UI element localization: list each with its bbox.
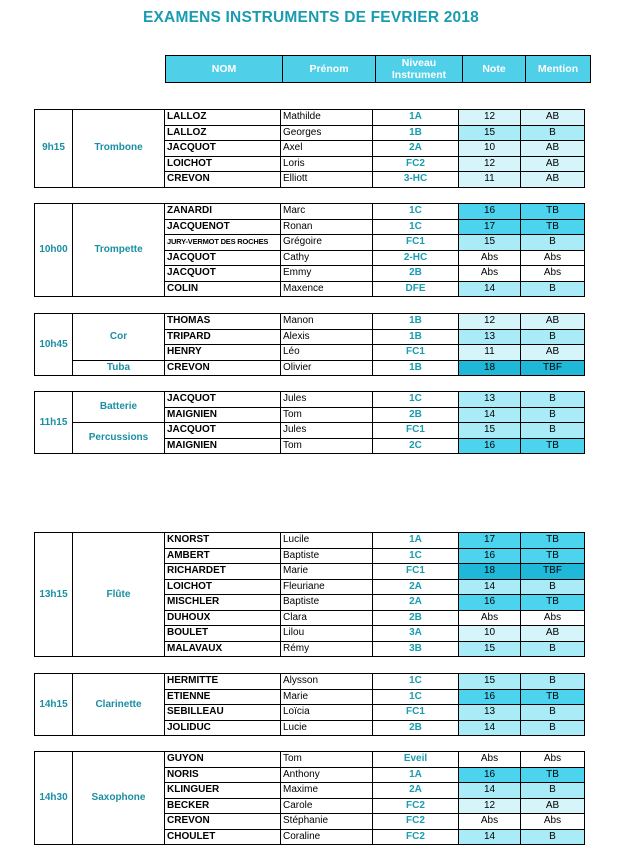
exam-grade: 12: [459, 156, 521, 172]
student-first-name: Clara: [281, 610, 373, 626]
exam-grade: 15: [459, 674, 521, 690]
instrument-level: FC1: [373, 564, 459, 580]
exam-mention: AB: [521, 110, 585, 126]
table-row: [35, 110, 585, 126]
exam-mention: TB: [521, 219, 585, 235]
student-last-name: BECKER: [165, 798, 281, 814]
exam-grade: 15: [459, 423, 521, 439]
exam-mention: B: [521, 783, 585, 799]
exam-grade: 15: [459, 125, 521, 141]
exam-mention: B: [521, 705, 585, 721]
student-first-name: Axel: [281, 141, 373, 157]
table-row: [35, 360, 585, 376]
student-last-name: JACQUOT: [165, 266, 281, 282]
instrument-level: 1B: [373, 329, 459, 345]
exam-mention: AB: [521, 345, 585, 361]
student-first-name: Maxime: [281, 783, 373, 799]
exam-grade: 11: [459, 345, 521, 361]
exam-grade: 16: [459, 595, 521, 611]
student-last-name: NORIS: [165, 767, 281, 783]
instrument-level: 1B: [373, 360, 459, 376]
student-first-name: Marie: [281, 689, 373, 705]
student-first-name: Tom: [281, 407, 373, 423]
instrument-level: 1C: [373, 204, 459, 220]
student-last-name: ZANARDI: [165, 204, 281, 220]
student-last-name: JACQUENOT: [165, 219, 281, 235]
instrument-level: 3-HC: [373, 172, 459, 188]
instrument-level: 2B: [373, 720, 459, 736]
student-last-name: KLINGUER: [165, 783, 281, 799]
time-slot-label: 9h15: [35, 110, 73, 188]
exam-mention: AB: [521, 141, 585, 157]
instrument-label: Trombone: [73, 110, 165, 188]
student-last-name: TRIPARD: [165, 329, 281, 345]
student-last-name: CREVON: [165, 172, 281, 188]
time-slot-block: [34, 391, 585, 454]
time-slot-label: 13h15: [35, 533, 73, 657]
exam-mention: B: [521, 423, 585, 439]
exam-mention: TBF: [521, 360, 585, 376]
student-first-name: Loïcia: [281, 705, 373, 721]
instrument-level: 1A: [373, 767, 459, 783]
exam-mention: TB: [521, 438, 585, 454]
exam-grade: 16: [459, 438, 521, 454]
student-last-name: HENRY: [165, 345, 281, 361]
student-first-name: Baptiste: [281, 595, 373, 611]
student-last-name: KNORST: [165, 533, 281, 549]
exam-grade: 14: [459, 783, 521, 799]
student-last-name: LOICHOT: [165, 156, 281, 172]
student-first-name: Emmy: [281, 266, 373, 282]
exam-grade: 13: [459, 705, 521, 721]
instrument-label: Flûte: [73, 533, 165, 657]
exam-grade: 14: [459, 720, 521, 736]
instrument-level: 1C: [373, 674, 459, 690]
student-last-name: BOULET: [165, 626, 281, 642]
exam-mention: Abs: [521, 814, 585, 830]
exam-mention: TB: [521, 548, 585, 564]
exam-mention: TBF: [521, 564, 585, 580]
student-first-name: Coraline: [281, 829, 373, 845]
student-first-name: Loris: [281, 156, 373, 172]
student-first-name: Marie: [281, 564, 373, 580]
instrument-level: 2C: [373, 438, 459, 454]
instrument-label: Trompette: [73, 204, 165, 297]
time-slot-block: [34, 313, 585, 376]
instrument-level: 1B: [373, 125, 459, 141]
exam-grade: 15: [459, 235, 521, 251]
instrument-level: FC1: [373, 345, 459, 361]
exam-mention: B: [521, 407, 585, 423]
student-last-name: SEBILLEAU: [165, 705, 281, 721]
student-last-name: CREVON: [165, 360, 281, 376]
exam-mention: AB: [521, 172, 585, 188]
instrument-level: 2B: [373, 407, 459, 423]
exam-grade: 18: [459, 360, 521, 376]
student-first-name: Marc: [281, 204, 373, 220]
exam-grade: 16: [459, 767, 521, 783]
exam-grade: 10: [459, 141, 521, 157]
exam-grade: 16: [459, 548, 521, 564]
instrument-level: FC1: [373, 705, 459, 721]
time-slot-block: [34, 751, 585, 845]
student-last-name: LALLOZ: [165, 110, 281, 126]
exam-mention: B: [521, 829, 585, 845]
student-last-name: COLIN: [165, 281, 281, 297]
student-last-name: DUHOUX: [165, 610, 281, 626]
student-first-name: Anthony: [281, 767, 373, 783]
instrument-level: 2A: [373, 579, 459, 595]
student-last-name: JACQUOT: [165, 141, 281, 157]
student-first-name: Ronan: [281, 219, 373, 235]
exam-mention: B: [521, 235, 585, 251]
exam-mention: AB: [521, 626, 585, 642]
instrument-label: Percussions: [73, 423, 165, 454]
time-slot-label: 14h15: [35, 674, 73, 736]
instrument-level: 1B: [373, 314, 459, 330]
exam-grade: 14: [459, 281, 521, 297]
table-row: [35, 752, 585, 768]
student-last-name: LALLOZ: [165, 125, 281, 141]
student-first-name: Tom: [281, 752, 373, 768]
student-first-name: Lilou: [281, 626, 373, 642]
instrument-level: 1C: [373, 392, 459, 408]
instrument-label: Tuba: [73, 360, 165, 376]
exam-grade: Abs: [459, 250, 521, 266]
col-header-nom: NOM: [166, 56, 283, 83]
instrument-level: 3B: [373, 641, 459, 657]
exam-grade: Abs: [459, 266, 521, 282]
exam-grade: 18: [459, 564, 521, 580]
instrument-level: 3A: [373, 626, 459, 642]
student-last-name: MISCHLER: [165, 595, 281, 611]
student-last-name: JURY-VERMOT DES ROCHES: [165, 235, 281, 251]
exam-grade: 12: [459, 110, 521, 126]
col-header-niveau: Niveau Instrument: [376, 56, 463, 83]
instrument-level: 1C: [373, 219, 459, 235]
exam-mention: B: [521, 329, 585, 345]
instrument-level: FC2: [373, 156, 459, 172]
instrument-level: 1A: [373, 110, 459, 126]
exam-mention: TB: [521, 689, 585, 705]
student-last-name: HERMITTE: [165, 674, 281, 690]
exam-grade: Abs: [459, 610, 521, 626]
instrument-label: Cor: [73, 314, 165, 361]
student-first-name: Tom: [281, 438, 373, 454]
student-first-name: Manon: [281, 314, 373, 330]
time-slot-block: [34, 203, 585, 297]
student-last-name: MALAVAUX: [165, 641, 281, 657]
exam-grade: 10: [459, 626, 521, 642]
student-first-name: Georges: [281, 125, 373, 141]
time-slot-block: [34, 673, 585, 736]
student-last-name: MAIGNIEN: [165, 407, 281, 423]
exam-mention: Abs: [521, 266, 585, 282]
time-slot-label: 14h30: [35, 752, 73, 845]
exam-grade: 11: [459, 172, 521, 188]
student-last-name: JACQUOT: [165, 250, 281, 266]
exam-mention: TB: [521, 204, 585, 220]
instrument-level: FC2: [373, 798, 459, 814]
student-last-name: ETIENNE: [165, 689, 281, 705]
exam-grade: 13: [459, 329, 521, 345]
student-first-name: Baptiste: [281, 548, 373, 564]
student-last-name: GUYON: [165, 752, 281, 768]
exam-grade: 13: [459, 392, 521, 408]
instrument-level: 1C: [373, 689, 459, 705]
time-slot-block: [34, 109, 585, 188]
exam-mention: B: [521, 281, 585, 297]
student-last-name: JACQUOT: [165, 423, 281, 439]
instrument-level: Eveil: [373, 752, 459, 768]
exam-grade: 16: [459, 204, 521, 220]
student-first-name: Jules: [281, 392, 373, 408]
student-first-name: Jules: [281, 423, 373, 439]
exam-mention: B: [521, 641, 585, 657]
table-row: [35, 392, 585, 408]
student-first-name: Fleuriane: [281, 579, 373, 595]
exam-grade: 14: [459, 829, 521, 845]
exam-mention: TB: [521, 595, 585, 611]
time-slot-label: 11h15: [35, 392, 73, 454]
table-row: [35, 423, 585, 439]
exam-mention: Abs: [521, 250, 585, 266]
col-header-note: Note: [463, 56, 526, 83]
student-first-name: Alexis: [281, 329, 373, 345]
exam-grade: 17: [459, 533, 521, 549]
exam-grade: 16: [459, 689, 521, 705]
page-title: EXAMENS INSTRUMENTS DE FEVRIER 2018: [142, 9, 479, 26]
instrument-level: 2-HC: [373, 250, 459, 266]
student-last-name: LOICHOT: [165, 579, 281, 595]
instrument-level: 2B: [373, 610, 459, 626]
exam-mention: Abs: [521, 752, 585, 768]
table-row: [35, 533, 585, 549]
student-last-name: CREVON: [165, 814, 281, 830]
instrument-level: 2A: [373, 595, 459, 611]
student-last-name: RICHARDET: [165, 564, 281, 580]
exam-mention: B: [521, 579, 585, 595]
student-last-name: JACQUOT: [165, 392, 281, 408]
instrument-level: 2A: [373, 783, 459, 799]
student-first-name: Grégoire: [281, 235, 373, 251]
instrument-level: 2B: [373, 266, 459, 282]
exam-grade: 12: [459, 798, 521, 814]
student-first-name: Lucile: [281, 533, 373, 549]
time-slot-block: [34, 532, 585, 657]
instrument-label: Batterie: [73, 392, 165, 423]
instrument-label: Saxophone: [73, 752, 165, 845]
exam-mention: TB: [521, 533, 585, 549]
time-slot-label: 10h00: [35, 204, 73, 297]
column-header-row: [165, 55, 591, 83]
exam-grade: Abs: [459, 814, 521, 830]
student-first-name: Carole: [281, 798, 373, 814]
student-first-name: Lucie: [281, 720, 373, 736]
student-first-name: Alysson: [281, 674, 373, 690]
instrument-level: FC1: [373, 423, 459, 439]
exam-grade: 12: [459, 314, 521, 330]
exam-grade: 14: [459, 579, 521, 595]
student-first-name: Stéphanie: [281, 814, 373, 830]
table-row: [35, 204, 585, 220]
exam-mention: AB: [521, 798, 585, 814]
exam-mention: B: [521, 674, 585, 690]
instrument-level: FC2: [373, 814, 459, 830]
exam-mention: B: [521, 125, 585, 141]
exam-mention: Abs: [521, 610, 585, 626]
instrument-level: 2A: [373, 141, 459, 157]
student-last-name: CHOULET: [165, 829, 281, 845]
exam-grade: 15: [459, 641, 521, 657]
student-first-name: Cathy: [281, 250, 373, 266]
instrument-level: 1A: [373, 533, 459, 549]
table-row: [35, 314, 585, 330]
exam-grade: Abs: [459, 752, 521, 768]
instrument-level: 1C: [373, 548, 459, 564]
col-header-prenom: Prénom: [283, 56, 376, 83]
exam-mention: B: [521, 720, 585, 736]
col-header-mention: Mention: [526, 56, 591, 83]
instrument-level: FC2: [373, 829, 459, 845]
instrument-level: FC1: [373, 235, 459, 251]
student-last-name: MAIGNIEN: [165, 438, 281, 454]
student-first-name: Olivier: [281, 360, 373, 376]
student-first-name: Rémy: [281, 641, 373, 657]
instrument-label: Clarinette: [73, 674, 165, 736]
table-row: [35, 674, 585, 690]
student-first-name: Mathilde: [281, 110, 373, 126]
exam-mention: B: [521, 392, 585, 408]
student-first-name: Maxence: [281, 281, 373, 297]
student-last-name: THOMAS: [165, 314, 281, 330]
student-last-name: AMBERT: [165, 548, 281, 564]
time-slot-label: 10h45: [35, 314, 73, 376]
exam-mention: AB: [521, 156, 585, 172]
instrument-level: DFE: [373, 281, 459, 297]
student-first-name: Léo: [281, 345, 373, 361]
exam-grade: 17: [459, 219, 521, 235]
exam-mention: AB: [521, 314, 585, 330]
exam-mention: TB: [521, 767, 585, 783]
student-first-name: Elliott: [281, 172, 373, 188]
student-last-name: JOLIDUC: [165, 720, 281, 736]
exam-grade: 14: [459, 407, 521, 423]
